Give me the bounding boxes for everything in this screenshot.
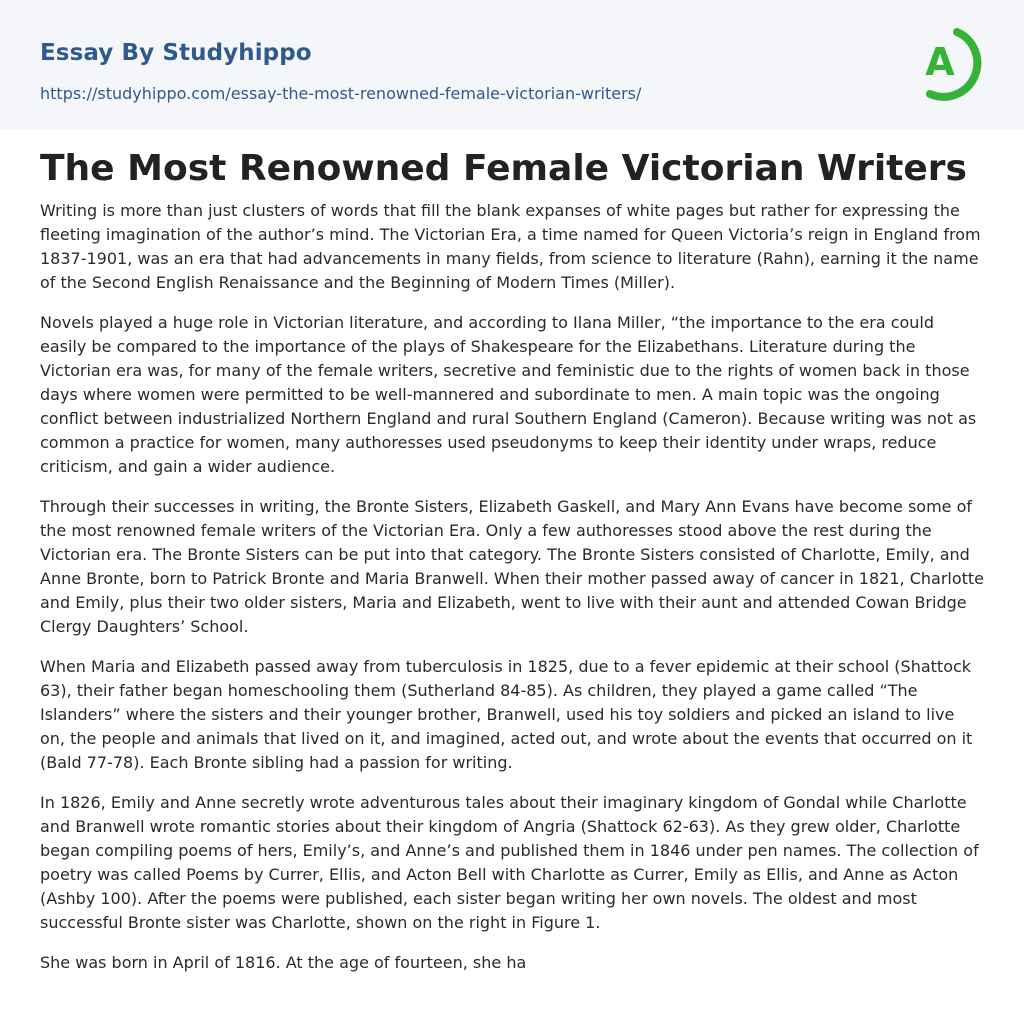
article-paragraph: Writing is more than just clusters of words that fill the blank expanses of white pages but rather for expressing the fleeting imagination of the author’s mind. The Victorian Era, a time named for Queen Victoria’s reign in England from 1837-1901, was an era that had advancements in many fields, from science to literature (Rahn), earning it the name of the Second English Renaissance and the Beginning of Modern Times (Miller).	[40, 201, 981, 292]
site-brand[interactable]: Essay By Studyhippo	[40, 40, 312, 66]
article-paragraph: In 1826, Emily and Anne secretly wrote adventurous tales about their imaginary kingdom of Gondal while Charlotte and Branwell wrote romantic stories about their kingdom of Angria (Shattock 62-63). As they grew older, Charlotte began compiling poems of hers, Emily’s, and Anne’s and published them in 1846 under pen names. The collection of poetry was called Poems by Currer, Ellis, and Acton Bell with Charlotte as Currer, Emily as Ellis, and Anne as Acton (Ashby 100). After the poems were published, each sister began writing her own novels. The oldest and most successful Bronte sister was Charlotte, shown on the right in Figure 1.	[40, 793, 979, 932]
essay-url-link[interactable]: https://studyhippo.com/essay-the-most-renowned-female-victorian-writers/	[40, 84, 642, 103]
article-paragraph: Through their successes in writing, the Bronte Sisters, Elizabeth Gaskell, and Mary Ann Evans have become some of the most renowned female writers of the Victorian Era. Only a few authoresses stood above the rest during the Victorian era. The Bronte Sisters can be put into that category. The Bronte Sisters consisted of Charlotte, Emily, and Anne Bronte, born to Patrick Bronte and Maria Branwell. When their mother passed away of cancer in 1821, Charlotte and Emily, plus their two older sisters, Maria and Elizabeth, went to live with their aunt and attended Cowan Bridge Clergy Daughters’ School.	[40, 497, 985, 636]
circle-a-logo-icon[interactable]	[912, 20, 986, 106]
article-paragraph: She was born in April of 1816. At the age of fourteen, she ha	[40, 953, 527, 972]
logo-letter: A	[925, 40, 955, 84]
article-paragraph: When Maria and Elizabeth passed away from tuberculosis in 1825, due to a fever epidemic at their school (Shattock 63), their father began homeschooling them (Sutherland 84-85). As children, they played a game called “The Islanders” where the sisters and their younger brother, Branwell, used his toy soldiers and picked an island to live on, the people and animals that lived on it, and imagined, acted out, and wrote about the events that occurred on it (Bald 77-78). Each Bronte sibling had a passion for writing.	[40, 657, 973, 772]
article-content	[0, 129, 1024, 975]
logo-graphic	[912, 20, 986, 106]
site-header	[0, 0, 1024, 129]
article-paragraph: Novels played a huge role in Victorian literature, and according to Ilana Miller, “the importance to the era could easily be compared to the importance of the plays of Shakespeare for the Elizabethans. Literature during the Victorian era was, for many of the female writers, secretive and feministic due to the rights of women back in those days where women were permitted to be well-mannered and subordinate to men. A main topic was the ongoing conflict between industrialized Northern England and rural Southern England (Cameron). Because writing was not as common a practice for women, many authoresses used pseudonyms to keep their identity under wraps, reduce criticism, and gain a wider audience.	[40, 313, 977, 476]
article-title: The Most Renowned Female Victorian Writers	[40, 148, 967, 189]
